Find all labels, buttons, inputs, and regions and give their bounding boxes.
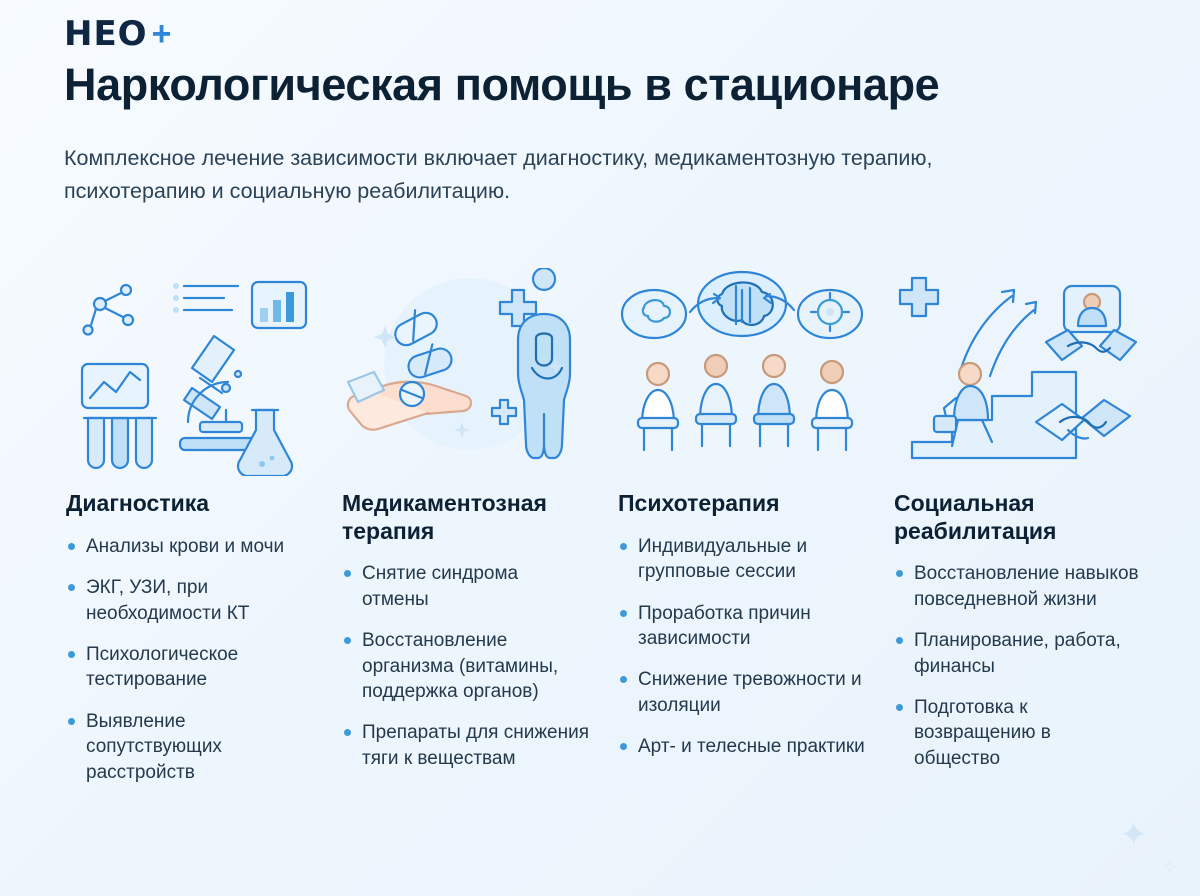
list-item: Планирование, работа, финансы: [894, 628, 1142, 679]
column-heading: Психотерапия: [618, 490, 780, 516]
column-heading: Социальная реабилитация: [894, 490, 1057, 544]
list-item: Психологическое тестирование: [66, 642, 314, 693]
sparkle-small-icon: ✧: [1161, 857, 1178, 879]
list-item: Снятие синдрома отмены: [342, 561, 590, 612]
hand-with-pills-icon: [342, 268, 590, 476]
list-item: Анализы крови и мочи: [66, 534, 314, 559]
column-list: [894, 561, 1142, 771]
group-therapy-icon: [618, 268, 866, 476]
column-social-rehab: [880, 268, 1156, 801]
list-item: Арт- и телесные практики: [618, 734, 866, 759]
list-item: Проработка причин зависимости: [618, 601, 866, 652]
brand-plus-icon: +: [151, 14, 172, 53]
list-item: Восстановление навыков повседневной жизни: [894, 561, 1142, 612]
list-item: Препараты для снижения тяги к веществам: [342, 720, 590, 771]
column-list: [342, 561, 590, 771]
column-heading: Медикаментозная терапия: [342, 490, 547, 544]
column-medication: [328, 268, 604, 801]
column-list: [66, 534, 314, 786]
list-item: Подготовка к возвращению в общество: [894, 695, 1142, 771]
columns-container: [52, 268, 1156, 801]
column-heading: Диагностика: [66, 490, 210, 516]
list-item: ЭКГ, УЗИ, при необходимости КТ: [66, 575, 314, 626]
list-item: Снижение тревожности и изоляции: [618, 667, 866, 718]
handshake-stairs-icon: [894, 268, 1142, 476]
list-item: Индивидуальные и групповые сессии: [618, 534, 866, 585]
column-list: [618, 534, 866, 760]
column-psychotherapy: [604, 268, 880, 801]
sparkle-icon: ✦: [1119, 816, 1148, 854]
column-diagnostics: [52, 268, 328, 801]
page-title: Наркологическая помощь в стационаре: [64, 59, 940, 110]
list-item: Восстановление организма (витамины, поддержка органов): [342, 628, 590, 704]
brand-name: HEO: [64, 14, 148, 54]
list-item: Выявление сопутствующих расстройств: [66, 709, 314, 785]
microscope-lab-icon: [66, 268, 314, 476]
page-subtitle: Комплексное лечение зависимости включает диагностику, медикаментозную терапию, психотерапию и социальную реабилитацию.: [64, 146, 933, 203]
brand-logo: [64, 14, 171, 54]
